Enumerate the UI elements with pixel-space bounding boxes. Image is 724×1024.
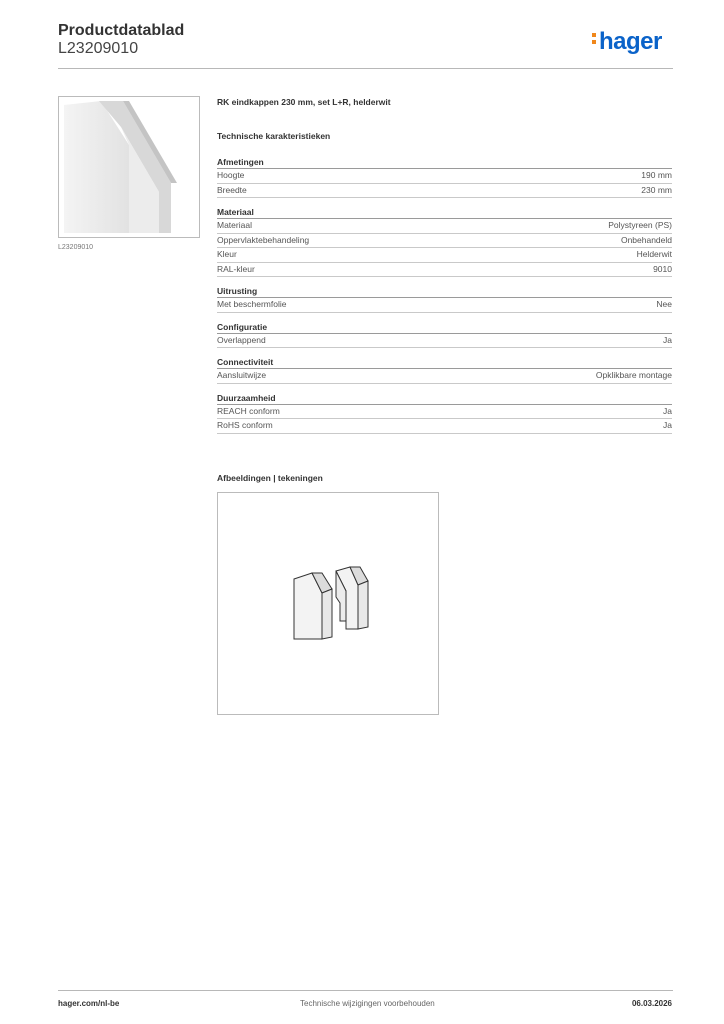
spec-value: 230 mm [641,184,672,195]
spec-value: Opklikbare montage [595,370,672,380]
spec-value: 190 mm [641,170,672,180]
tech-characteristics-heading: Technische karakteristieken [217,131,331,141]
spec-label: Overlappend [217,334,266,345]
spec-group-materiaal [217,206,672,277]
spec-row [217,169,672,184]
spec-value: Nee [656,299,672,309]
spec-label: Breedte [217,184,247,195]
images-heading: Afbeeldingen | tekeningen [217,473,323,483]
spec-group-title: Uitrusting [217,285,672,298]
product-code: L23209010 [58,40,139,57]
footer-date: 06.03.2026 [631,999,672,1008]
spec-group-uitrusting [217,285,672,313]
product-drawing [217,492,439,715]
hager-logo [592,28,662,56]
product-description: RK eindkappen 230 mm, set L+R, helderwit [217,97,391,107]
spec-row [217,219,672,234]
spec-group-connectiviteit [217,356,672,384]
spec-value: Ja [663,405,672,416]
spec-row [217,184,672,199]
footer-website-link[interactable]: hager.com/nl-be [58,999,120,1008]
spec-row [217,263,672,278]
spec-row [217,248,672,263]
spec-group-title: Materiaal [217,206,672,219]
spec-label: REACH conform [217,405,280,416]
spec-row [217,419,672,434]
spec-group-title: Duurzaamheid [217,392,672,405]
spec-table [217,156,672,442]
spec-value: Onbehandeld [620,234,672,245]
spec-row [217,234,672,249]
spec-value: 9010 [653,263,672,274]
spec-group-configuratie [217,321,672,349]
spec-label: Met beschermfolie [217,299,287,309]
spec-row [217,369,672,384]
spec-row [217,334,672,349]
page-title: Productdatablad [58,22,185,39]
spec-label: Kleur [217,249,237,259]
spec-group-afmetingen [217,156,672,198]
spec-label: Aansluitwijze [217,370,267,380]
footer-notice: Technische wijzigingen voorbehouden [300,999,435,1008]
spec-group-title: Connectiviteit [217,356,672,369]
photo-caption: L23209010 [58,244,94,251]
end-caps-drawing-icon [218,493,438,714]
footer-divider [58,990,673,991]
spec-label: Materiaal [217,220,252,230]
header-divider [58,68,673,69]
spec-group-title: Configuratie [217,321,672,334]
spec-label: Hoogte [217,170,245,180]
spec-value: Polystyreen (PS) [608,220,672,230]
spec-value: Ja [663,420,672,430]
logo-dots-icon [592,30,597,47]
logo-text: hager [599,28,662,55]
spec-value: Ja [663,334,672,345]
spec-group-title: Afmetingen [217,156,672,169]
end-cap-photo-icon [59,97,199,237]
spec-row [217,298,672,313]
spec-label: Oppervlaktebehandeling [217,234,310,245]
spec-label: RAL-kleur [217,263,255,274]
spec-group-duurzaamheid [217,392,672,434]
product-photo [58,96,200,238]
spec-value: Helderwit [636,249,672,259]
spec-label: RoHS conform [217,420,273,430]
spec-row [217,405,672,420]
